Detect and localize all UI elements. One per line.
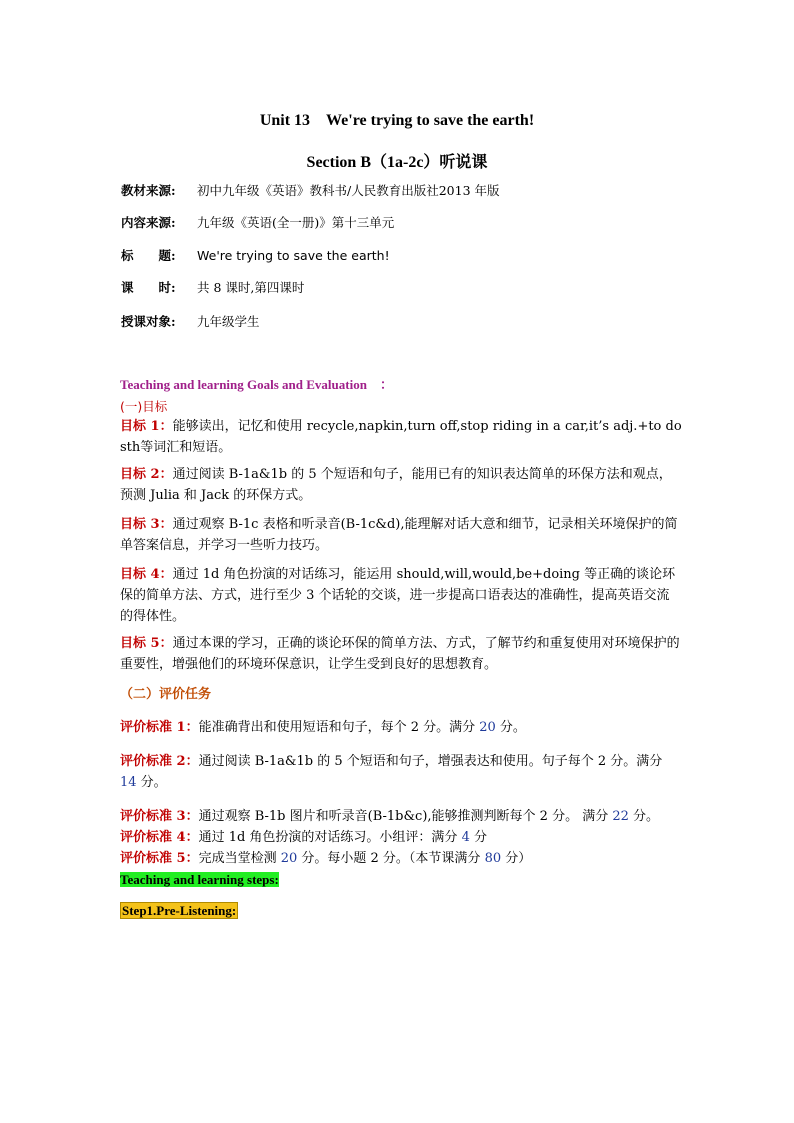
goal-item: [120, 633, 682, 675]
meta-key: 授课对象:: [121, 314, 176, 329]
criterion-label: 评价标准 1：: [120, 720, 199, 735]
goal-item: [120, 416, 682, 458]
goal-label: 目标 3：: [120, 517, 173, 532]
criterion-item: 评价标准 4：通过 1d 角色扮演的对话练习。小组评：满分 4 分: [120, 830, 487, 845]
meta-row-source: [121, 181, 500, 199]
goal-item: [120, 464, 682, 506]
criterion-score: 4: [461, 830, 470, 845]
criterion-item: 评价标准 1：能准确背出和使用短语和句子，每个 2 分。满分 20 分。: [120, 720, 526, 735]
goal-text: 能够读出，记忆和使用 recycle,napkin,turn off,stop riding in a car,it’s adj.+to do sth等词汇和短语。: [120, 419, 682, 455]
criterion-item: 评价标准 3：通过观察 B-1b 图片和听录音(B-1b&c),能够推测判断每个 2 分。 满分 22 分。: [120, 809, 660, 824]
meta-key: 标 题:: [121, 248, 176, 263]
goal-label: 目标 4：: [120, 567, 173, 582]
meta-key: 教材来源:: [121, 183, 176, 198]
criterion-score: 22: [612, 809, 629, 824]
section-objectives-label: (一)目标: [120, 399, 168, 414]
criterion-score: 14: [120, 775, 137, 790]
meta-value: We're trying to save the earth!: [197, 248, 390, 263]
criterion-item: 评价标准 5：完成当堂检测 20 分。每小题 2 分。（本节课满分 80 分）: [120, 851, 532, 866]
page-title: Unit 13 We're trying to save the earth!: [259, 112, 535, 129]
goal-item: [120, 564, 682, 627]
goal-text: 通过本课的学习，正确的谈论环保的简单方法、方式，了解节约和重复使用对环境保护的重要性，增强他们的环境环保意识，让学生受到良好的思想教育。: [120, 636, 680, 672]
meta-row-title: [121, 246, 390, 264]
goal-text: 通过阅读 B-1a&1b 的 5 个短语和句子，能用已有的知识表达简单的环保方法和观点，预测 Julia 和 Jack 的环保方式。: [120, 467, 672, 503]
goals-heading: Teaching and learning Goals and Evaluation ：: [120, 377, 393, 392]
meta-value: 共 8 课时,第四课时: [197, 280, 305, 295]
meta-row-period: [121, 278, 304, 296]
criterion-score: 20: [479, 720, 496, 735]
meta-row-audience: [121, 312, 260, 330]
criterion-total-score: 80: [484, 851, 502, 866]
goal-label: 目标 5：: [120, 636, 173, 651]
criterion-label: 评价标准 5：: [120, 851, 199, 866]
meta-key: 内容来源:: [121, 215, 176, 230]
section-evaluation-label: （二）评价任务: [120, 687, 212, 702]
criterion-score: 20: [280, 851, 298, 866]
goal-text: 通过观察 B-1c 表格和听录音(B-1c&d),能理解对话大意和细节，记录相关环境保护的简单答案信息，并学习一些听力技巧。: [120, 517, 678, 553]
page-subtitle: Section B（1a-2c）听说课: [306, 154, 488, 171]
goal-text: 通过 1d 角色扮演的对话练习，能运用 should,will,would,be+doing 等正确的谈论环保的简单方法、方式，进行至少 3 个话轮的交谈，进一步提高口语表达的准确性，提高英语交流的得体性。: [120, 567, 676, 624]
criterion-label: 评价标准 4：: [120, 830, 199, 845]
meta-value: 九年级学生: [197, 314, 260, 329]
meta-value: 九年级《英语(全一册)》第十三单元: [197, 215, 395, 230]
meta-key: 课 时:: [121, 280, 176, 295]
criterion-label: 评价标准 2：: [120, 754, 199, 769]
step1-heading: Step1.Pre-Listening:: [122, 903, 237, 918]
criterion-label: 评价标准 3：: [120, 809, 199, 824]
meta-row-content: [121, 213, 394, 231]
steps-heading: Teaching and learning steps:: [120, 872, 279, 887]
criterion-item: 评价标准 2：通过阅读 B-1a&1b 的 5 个短语和句子，增强表达和使用。句子每个 2 分。满分 14 分。: [120, 754, 663, 790]
goal-label: 目标 1：: [120, 419, 173, 434]
meta-value: 初中九年级《英语》教科书/人民教育出版社2013 年版: [197, 183, 500, 198]
goal-label: 目标 2：: [120, 467, 173, 482]
goal-item: [120, 514, 682, 556]
